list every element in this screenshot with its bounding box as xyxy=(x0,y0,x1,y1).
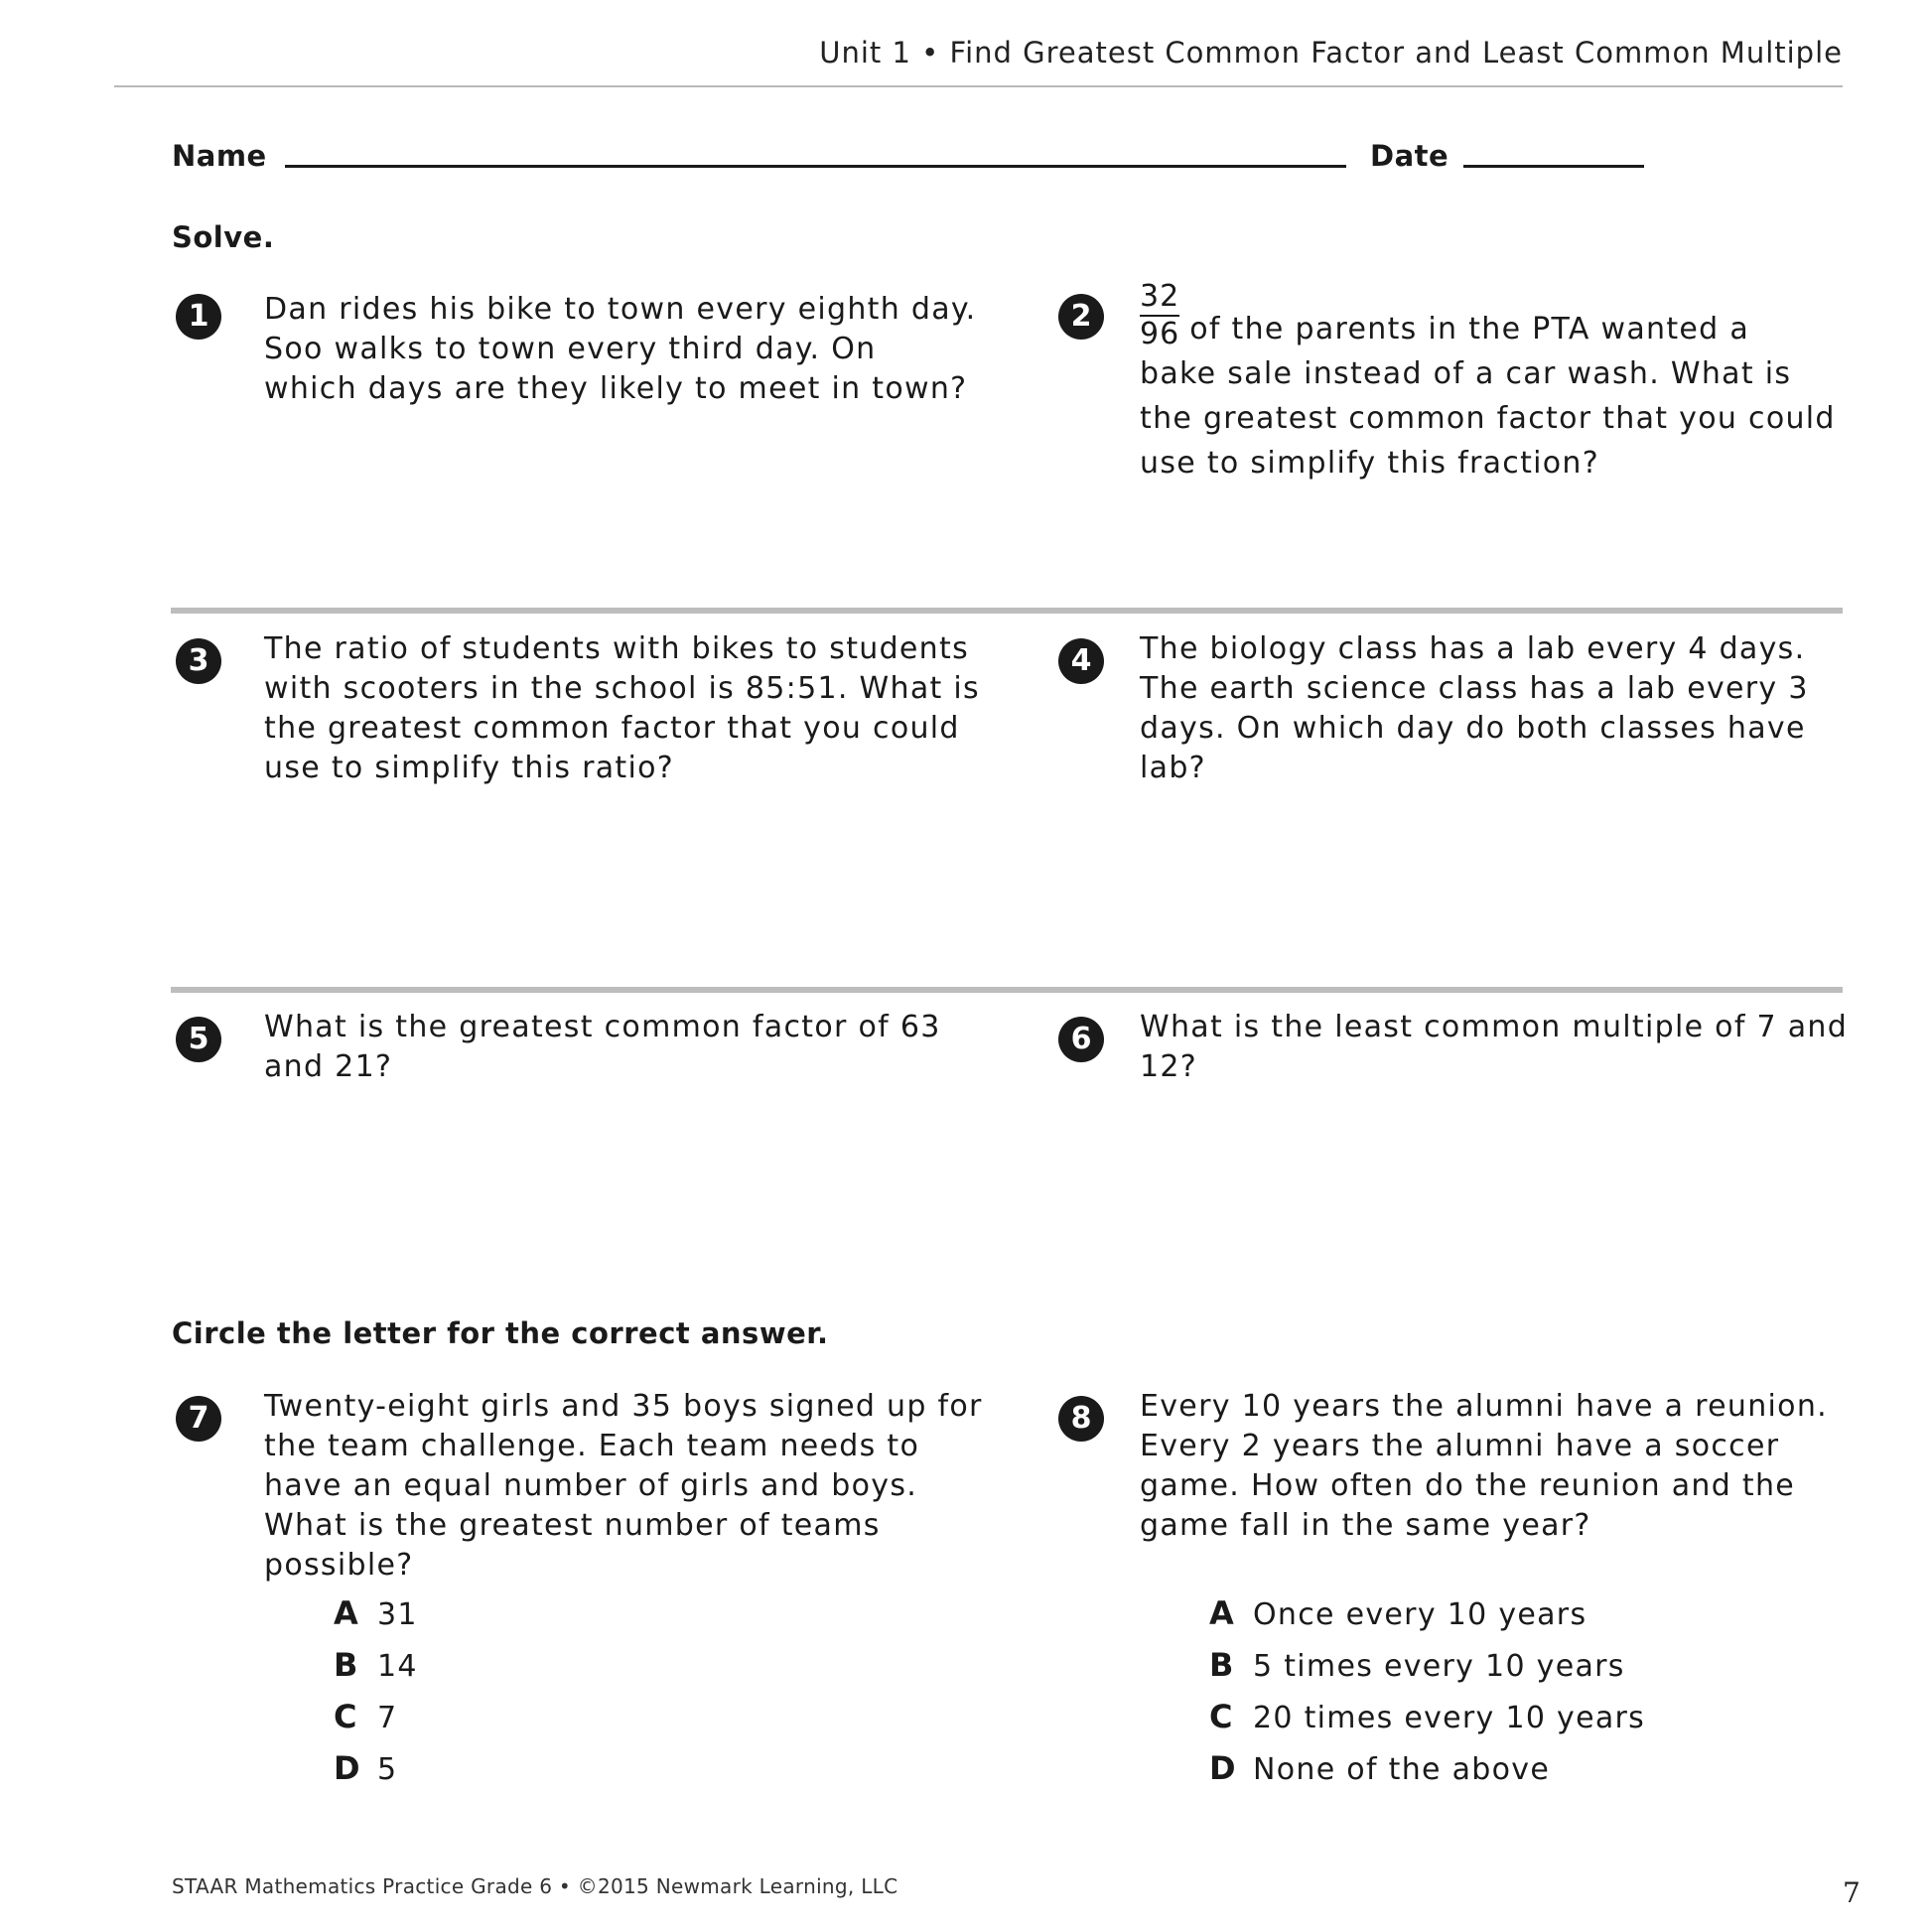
fraction xyxy=(1140,280,1179,351)
question-2-text xyxy=(1140,280,1845,485)
question-number-badge: 4 xyxy=(1058,638,1104,684)
choice-text: 31 xyxy=(377,1597,418,1632)
section-instruction-solve: Solve. xyxy=(172,220,275,254)
question-number-badge: 8 xyxy=(1058,1396,1104,1442)
footer-copyright: STAAR Mathematics Practice Grade 6 • ©2015 Newmark Learning, LLC xyxy=(172,1874,898,1898)
choice-letter: A xyxy=(334,1594,360,1632)
fraction-numerator: 32 xyxy=(1140,279,1180,314)
name-label: Name xyxy=(172,139,267,173)
section-divider xyxy=(171,987,1843,993)
question-number-badge: 7 xyxy=(176,1396,221,1442)
question-1-text: Dan rides his bike to town every eighth day. Soo walks to town every third day. On which days are they likely to meet in town? xyxy=(264,292,977,406)
choice-letter: C xyxy=(1209,1698,1234,1735)
fraction-denominator: 96 xyxy=(1140,317,1180,351)
date-field[interactable] xyxy=(1463,165,1644,168)
answer-choice[interactable] xyxy=(1209,1698,1645,1735)
choice-text: 5 times every 10 years xyxy=(1253,1649,1625,1684)
question-number-badge: 3 xyxy=(176,638,221,684)
question-number-badge: 6 xyxy=(1058,1017,1104,1062)
question-7-text: Twenty-eight girls and 35 boys signed up for the team challenge. Each team needs to have an equal number of girls and boys. What is the greatest number of teams possible? xyxy=(264,1389,983,1583)
choice-text: 7 xyxy=(377,1701,398,1735)
question-number-badge: 5 xyxy=(176,1017,221,1062)
section-instruction-circle: Circle the letter for the correct answer. xyxy=(172,1316,829,1350)
answer-choice[interactable] xyxy=(1209,1749,1550,1787)
choice-letter: B xyxy=(1209,1646,1235,1684)
choice-text: 20 times every 10 years xyxy=(1253,1701,1646,1735)
question-6-text: What is the least common multiple of 7 and 12? xyxy=(1140,1010,1849,1084)
choice-text: Once every 10 years xyxy=(1253,1597,1587,1632)
answer-choice[interactable] xyxy=(1209,1646,1625,1684)
answer-choice[interactable] xyxy=(334,1749,397,1787)
question-3-text: The ratio of students with bikes to students with scooters in the school is 85:51. What is the greatest common factor that you could use to simplify this ratio? xyxy=(264,631,980,785)
answer-choice[interactable] xyxy=(334,1594,418,1632)
page-number: 7 xyxy=(1843,1876,1861,1909)
choice-text: None of the above xyxy=(1253,1752,1551,1787)
choice-letter: D xyxy=(334,1749,361,1787)
answer-choice[interactable] xyxy=(1209,1594,1587,1632)
page-header-title: Unit 1 • Find Greatest Common Factor and Least Common Multiple xyxy=(819,36,1843,69)
choice-letter: B xyxy=(334,1646,359,1684)
choice-letter: C xyxy=(334,1698,358,1735)
name-field[interactable] xyxy=(285,165,1346,168)
answer-choice[interactable] xyxy=(334,1646,418,1684)
question-4-text: The biology class has a lab every 4 days. The earth science class has a lab every 3 days. On which day do both classes have lab? xyxy=(1140,631,1809,785)
question-2-text-first-line: of the parents in the PTA wanted a xyxy=(1189,312,1750,346)
question-number-badge: 1 xyxy=(176,294,221,340)
choice-letter: A xyxy=(1209,1594,1236,1632)
question-8-text: Every 10 years the alumni have a reunion. Every 2 years the alumni have a soccer game. How often do the reunion and the game fall in the same year? xyxy=(1140,1389,1828,1543)
question-5-text: What is the greatest common factor of 63 and 21? xyxy=(264,1010,941,1084)
section-divider xyxy=(171,608,1843,614)
question-2-text-rest: bake sale instead of a car wash. What is the greatest common factor that you could use to simplify this fraction? xyxy=(1140,356,1836,481)
header-divider xyxy=(114,85,1843,87)
date-label: Date xyxy=(1370,139,1449,173)
answer-choice[interactable] xyxy=(334,1698,397,1735)
choice-letter: D xyxy=(1209,1749,1237,1787)
question-number-badge: 2 xyxy=(1058,294,1104,340)
choice-text: 14 xyxy=(377,1649,418,1684)
choice-text: 5 xyxy=(377,1752,398,1787)
